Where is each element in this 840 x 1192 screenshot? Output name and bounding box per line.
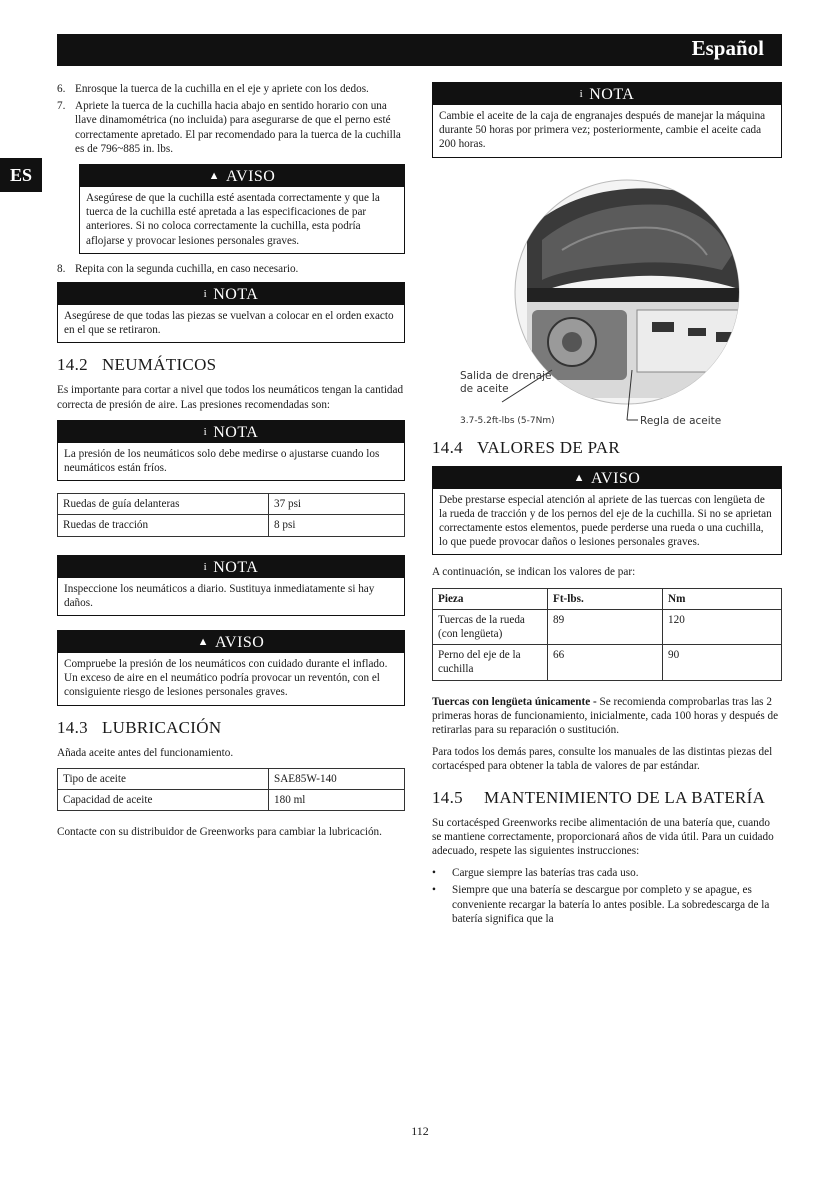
- table-cell: 120: [663, 609, 782, 644]
- list-item: [432, 883, 782, 926]
- nota-box-inspect: [57, 555, 405, 616]
- section-title: NEUMÁTICOS: [101, 355, 217, 375]
- nota-header: [58, 283, 404, 305]
- step-number: 8.: [57, 262, 66, 275]
- warning-triangle-icon: ▲: [197, 636, 210, 649]
- section-title: MANTENIMIENTO DE LA BATERÍA: [484, 787, 766, 807]
- contact-text: Contacte con su distribuidor de Greenworks para cambiar la lubricación.: [57, 826, 382, 839]
- left-column: [57, 82, 405, 847]
- list-item: [432, 866, 782, 880]
- warning-triangle-icon: ▲: [208, 170, 221, 183]
- aviso-text: Debe prestarse especial atención al apriete de las tuercas con lengüeta de la rueda de tracción y de los pernos del eje de la cuchilla. Si no se aprietan correctamente estos elementos, puede perderse una rueda o una cuchilla, lo que puede provocar daños o lesiones personales graves.: [439, 493, 772, 549]
- section-14-2-heading: [57, 355, 405, 375]
- table-cell-label: Ruedas de guía delanteras: [58, 494, 269, 515]
- aviso-text: Compruebe la presión de los neumáticos con cuidado durante el inflado. Un exceso de aire en el neumático podría provocar un reventón, con el consiguiente riesgo de lesiones personales graves.: [64, 658, 388, 699]
- column-header: Nm: [663, 588, 782, 609]
- step-number: 7.: [57, 100, 66, 113]
- section-number: 14.2: [57, 355, 88, 375]
- table-cell-label: Tipo de aceite: [58, 768, 269, 789]
- label-drain-outlet: Salida de drenaje de aceite: [460, 369, 552, 395]
- lug-nut-paragraph: [432, 695, 782, 738]
- torque-intro: A continuación, se indican los valores de par:: [432, 566, 636, 579]
- language-side-tab: ES: [0, 158, 42, 192]
- aviso-title: AVISO: [215, 634, 265, 652]
- table-cell: Perno del eje de la cuchilla: [433, 645, 548, 680]
- section-14-5-heading: [432, 788, 782, 808]
- aviso-box-torque: [432, 466, 782, 556]
- tires-intro: Es importante para cortar a nivel que todos los neumáticos tengan la cantidad correcta de presión de aire. Las presiones recomendadas son:: [57, 384, 404, 411]
- nota-text: Asegúrese de que todas las piezas se vuelvan a colocar en el orden exacto en el que se retiraron.: [64, 310, 394, 337]
- nota-text: Cambie el aceite de la caja de engranajes después de manejar la máquina durante 50 horas por primera vez; posteriormente, cambie el aceite cada 200 horas.: [439, 110, 766, 151]
- table-cell: Tuercas de la rueda (con lengüeta): [433, 609, 548, 644]
- aviso-header: [433, 467, 781, 489]
- other-torque-text: Para todos los demás pares, consulte los manuales de las distintas piezas del cortacésped para obtener la tabla de valores de par estándar.: [432, 746, 773, 773]
- nota-box-parts: [57, 282, 405, 343]
- table-row: [58, 768, 405, 789]
- nota-text: Inspeccione los neumáticos a diario. Sustituya inmediatamente si hay daños.: [64, 582, 375, 609]
- language-title: Español: [691, 36, 764, 60]
- step-text: Enrosque la tuerca de la cuchilla en el eje y apriete con los dedos.: [75, 83, 369, 95]
- aviso-title: AVISO: [226, 168, 276, 186]
- nota-box-oil-change: [432, 82, 782, 158]
- info-icon: i: [203, 425, 208, 438]
- nota-title: NOTA: [213, 286, 259, 304]
- step-6: [57, 82, 405, 96]
- section-number: 14.3: [57, 717, 88, 737]
- list-item-text: Siempre que una batería se descargue por completo y se apague, es conveniente recargar la batería lo antes posible. La sobredescarga de la batería significa que la: [452, 884, 770, 925]
- table-cell: 66: [548, 645, 663, 680]
- info-icon: i: [203, 560, 208, 573]
- lug-nut-text: Se recomienda comprobarlas tras las 2 primeras horas de funcionamiento, inicialmente, cada 100 horas y después de retirarlas para su reparación o sustitución.: [432, 695, 779, 737]
- nota-title: NOTA: [589, 86, 635, 103]
- warning-triangle-icon: ▲: [573, 471, 586, 484]
- nota-title: NOTA: [213, 558, 259, 576]
- nota-header: [433, 83, 781, 105]
- aviso-header: [80, 165, 404, 187]
- oil-table: [57, 768, 405, 811]
- table-cell: 89: [548, 609, 663, 644]
- nota-header: [58, 421, 404, 443]
- step-text: Apriete la tuerca de la cuchilla hacia abajo en sentido horario con una llave dinamométrica (no incluida) para asegurarse de que el perno esté correctamente apretado. El par recomendado para la tuerca de la cuchilla es de 796~885 in. lbs.: [75, 100, 401, 155]
- battery-intro: Su cortacésped Greenworks recibe alimentación de una batería que, cuando se mantiene correctamente, proporcionará años de vida útil. Para un cuidado adecuado, respete las siguientes instrucciones:: [432, 816, 774, 858]
- table-row: [58, 790, 405, 811]
- aviso-box-inflate: [57, 630, 405, 706]
- step-7: [57, 99, 405, 156]
- language-header: [57, 34, 782, 66]
- aviso-title: AVISO: [591, 469, 641, 487]
- column-header: Ft-lbs.: [548, 588, 663, 609]
- table-cell-value: SAE85W-140: [269, 768, 405, 789]
- step-text: Repita con la segunda cuchilla, en caso necesario.: [75, 262, 299, 275]
- table-cell-value: 180 ml: [269, 790, 405, 811]
- table-header-row: [433, 588, 782, 609]
- lubrication-intro: Añada aceite antes del funcionamiento.: [57, 746, 234, 759]
- table-row: [58, 494, 405, 515]
- aviso-header: [58, 631, 404, 653]
- lug-nut-bold: Tuercas con lengüeta únicamente -: [432, 695, 597, 708]
- section-14-4-heading: [432, 438, 782, 458]
- section-number: 14.4: [432, 437, 463, 457]
- tire-pressure-table: [57, 493, 405, 536]
- step-number: 6.: [57, 83, 66, 95]
- nota-box-tires: [57, 420, 405, 481]
- torque-table: [432, 588, 782, 681]
- section-number: 14.5: [432, 787, 463, 807]
- table-row: [433, 645, 782, 680]
- bullet-mark: •: [432, 867, 436, 880]
- table-row: [58, 515, 405, 536]
- info-icon: i: [579, 88, 584, 100]
- list-item-text: Cargue siempre las baterías tras cada uso.: [452, 867, 639, 880]
- table-cell-value: 37 psi: [269, 494, 405, 515]
- label-oil-rule: Regla de aceite: [640, 414, 722, 427]
- nota-title: NOTA: [213, 423, 259, 441]
- nota-header: [58, 556, 404, 578]
- gearbox-figure: [432, 170, 782, 428]
- nota-text: La presión de los neumáticos solo debe medirse o ajustarse cuando los neumáticos están fríos.: [64, 447, 380, 475]
- section-title: VALORES DE PAR: [476, 437, 621, 457]
- info-icon: i: [203, 288, 208, 301]
- bullet-mark: •: [432, 884, 436, 897]
- table-cell-value: 8 psi: [269, 515, 405, 536]
- column-header: Pieza: [433, 588, 548, 609]
- step-8: [57, 262, 405, 276]
- table-cell-label: Capacidad de aceite: [58, 790, 269, 811]
- label-torque-spec: 3.7-5.2ft-lbs (5-7Nm): [460, 415, 555, 426]
- aviso-text: Asegúrese de que la cuchilla esté asentada correctamente y que la tuerca de la cuchilla esté apretada a las especificaciones de par anteriores. Si no coloca correctamente la cuchilla, esta podría aflojarse y provocar lesiones personales graves.: [86, 192, 380, 247]
- page-number: 112: [411, 1124, 429, 1138]
- table-cell-label: Ruedas de tracción: [58, 515, 269, 536]
- section-title: LUBRICACIÓN: [101, 717, 222, 737]
- right-column: [432, 82, 782, 929]
- table-cell: 90: [663, 645, 782, 680]
- aviso-box-blade: [79, 164, 405, 254]
- section-14-3-heading: [57, 718, 405, 738]
- table-row: [433, 609, 782, 644]
